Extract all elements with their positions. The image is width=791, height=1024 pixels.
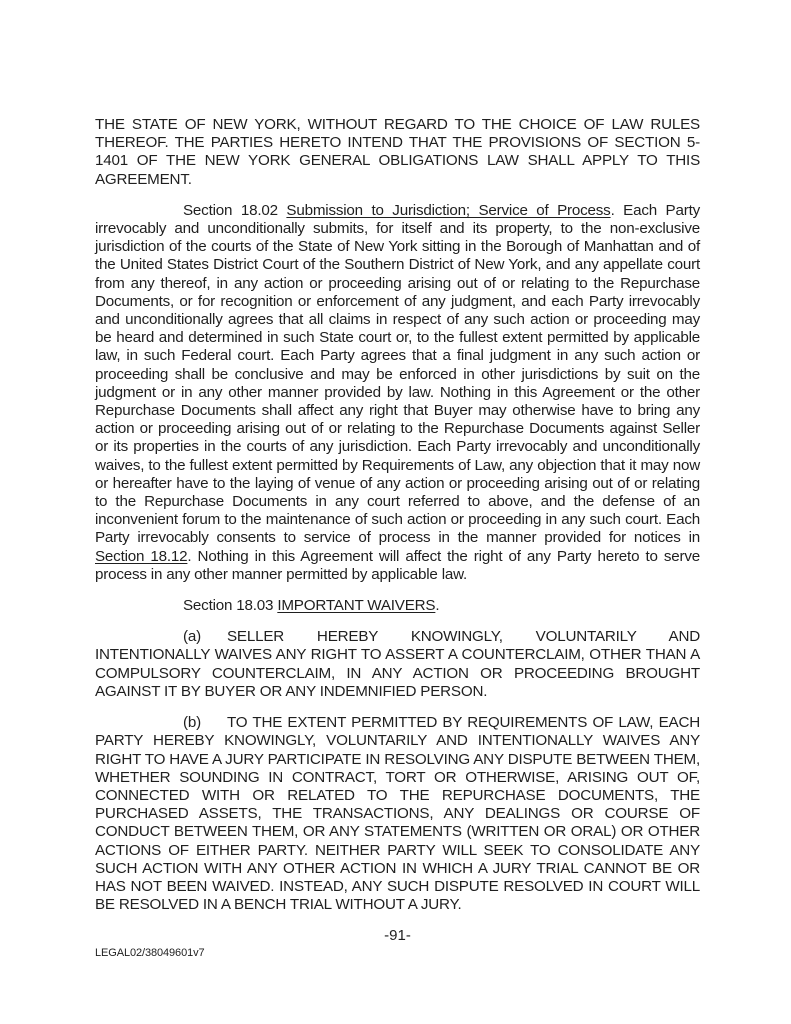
- section-18-02-title: Submission to Jurisdiction; Service of Process: [286, 201, 611, 219]
- clause-a-label: (a): [183, 628, 201, 646]
- page-number: -91-: [384, 927, 411, 945]
- governing-law-text: THE STATE OF NEW YORK, WITHOUT REGARD TO THE CHOICE OF LAW RULES THEREOF. THE PARTIES HERETO INTEND THAT THE PROVISIONS OF SECTION 5-1401 OF THE NEW YORK GENERAL OBLIGATIONS LAW SHALL APPLY TO THIS AGREEMENT.: [95, 116, 700, 188]
- page-body: [95, 116, 700, 961]
- section-18-03-period: .: [435, 597, 440, 615]
- section-18-02-body-2: . Nothing in this Agreement will affect the right of any Party hereto to serve process in any other manner permitted by applicable law.: [95, 547, 700, 583]
- waiver-clause-a: [95, 628, 700, 701]
- clause-a-text: SELLER HEREBY KNOWINGLY, VOLUNTARILY AND INTENTIONALLY WAIVES ANY RIGHT TO ASSERT A COUNTERCLAIM, OTHER THAN A COMPULSORY COUNTERCLAIM, IN ANY ACTION OR PROCEEDING BROUGHT AGAINST IT BY BUYER OR ANY INDEMNIFIED PERSON.: [95, 628, 700, 700]
- clause-b-text: TO THE EXTENT PERMITTED BY REQUIREMENTS OF LAW, EACH PARTY HEREBY KNOWINGLY, VOLUNTARILY AND INTENTIONALLY WAIVES ANY RIGHT TO HAVE A JURY PARTICIPATE IN RESOLVING ANY DISPUTE BETWEEN THEM, WHETHER SOUNDING IN CONTRACT, TORT OR OTHERWISE, ARISING OUT OF, CONNECTED WITH OR RELATED TO THE REPURCHASE DOCUMENTS, THE PURCHASED ASSETS, THE TRANSACTIONS, ANY DEALINGS OR COURSE OF CONDUCT BETWEEN THEM, OR ANY STATEMENTS (WRITTEN OR ORAL) OR OTHER ACTIONS OF EITHER PARTY. NEITHER PARTY WILL SEEK TO CONSOLIDATE ANY SUCH ACTION WITH ANY OTHER ACTION IN WHICH A JURY TRIAL CANNOT BE OR HAS NOT BEEN WAIVED. INSTEAD, ANY SUCH DISPUTE RESOLVED IN COURT WILL BE RESOLVED IN A BENCH TRIAL WITHOUT A JURY.: [95, 714, 700, 914]
- section-18-02-paragraph: [95, 202, 700, 584]
- section-18-03-heading: [95, 597, 700, 615]
- section-18-03-number: Section 18.03: [183, 597, 278, 615]
- section-18-03-title: IMPORTANT WAIVERS: [277, 597, 436, 615]
- governing-law-clause: [95, 116, 700, 189]
- waiver-clause-b: [95, 714, 700, 914]
- document-control-number: LEGAL02/38049601v7: [95, 946, 205, 959]
- tab-spacer: [201, 640, 227, 641]
- tab-spacer: [201, 726, 227, 727]
- section-18-12-crossref: Section 18.12: [95, 547, 188, 565]
- clause-b-label: (b): [183, 714, 201, 732]
- section-18-02-body-1: . Each Party irrevocably and unconditionally submits, for itself and its property, to the non-exclusive jurisdiction of the courts of the State of New York sitting in the Borough of Manhattan and of the United States District Court of the Southern District of New York, and any appellate court from any thereof, in any action or proceeding arising out of or relating to the Repurchase Documents, or for recognition or enforcement of any judgment, and each Party irrevocably and unconditionally agrees that all claims in respect of any such action or proceeding may be heard and determined in such State court or, to the fullest extent permitted by applicable law, in such Federal court. Each Party agrees that a final judgment in any such action or proceeding shall be conclusive and may be enforced in other jurisdictions by suit on the judgment or in any other manner provided by law. Nothing in this Agreement or the other Repurchase Documents shall affect any right that Buyer may otherwise have to bring any action or proceeding arising out of or relating to the Repurchase Documents against Seller or its properties in the courts of any jurisdiction. Each Party irrevocably and unconditionally waives, to the fullest extent permitted by Requirements of Law, any objection that it may now or hereafter have to the laying of venue of any action or proceeding arising out of or relating to the Repurchase Documents in any court referred to above, and the defense of an inconvenient forum to the maintenance of such action or proceeding in any such court. Each Party irrevocably consents to service of process in the manner provided for notices in: [95, 201, 700, 547]
- section-18-02-number: Section 18.02: [183, 201, 287, 219]
